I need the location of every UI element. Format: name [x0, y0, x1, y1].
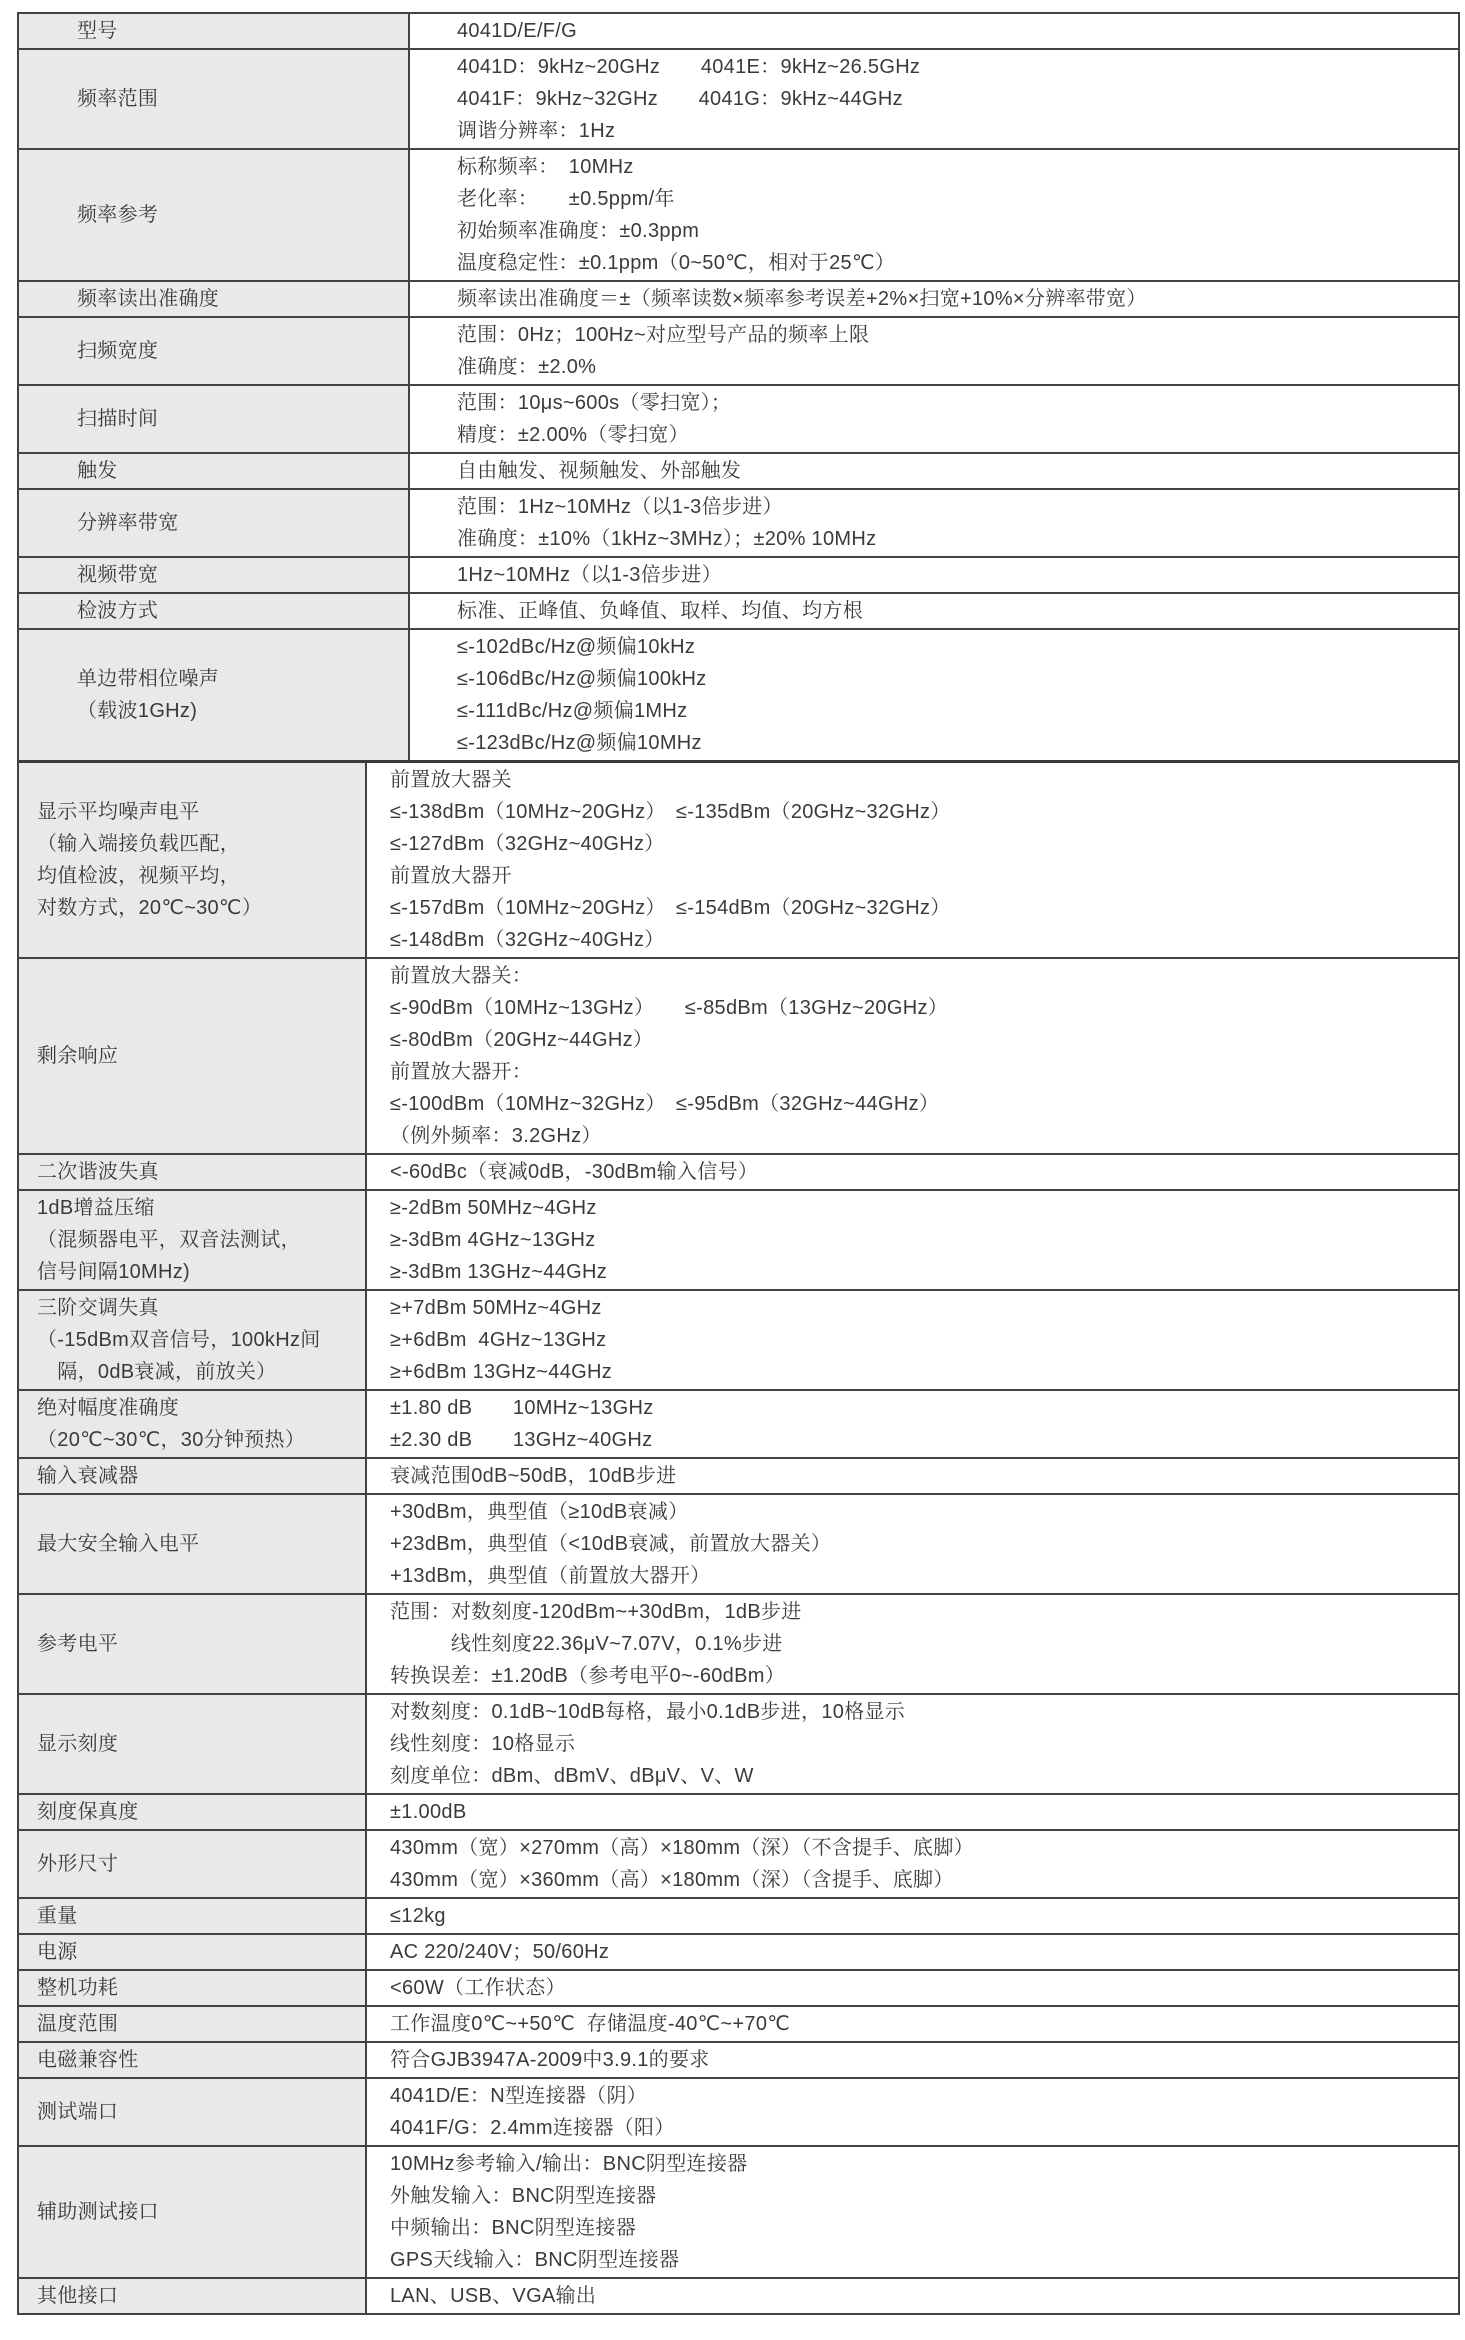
spec-label	[19, 2043, 367, 2077]
spec-value-line: 范围：对数刻度-120dBm~+30dBm，1dB步进	[390, 1601, 802, 1623]
spec-label-line: 参考电平	[37, 1633, 119, 1655]
spec-row	[19, 1593, 1458, 1693]
spec-row	[19, 1289, 1458, 1389]
spec-value-line: 前置放大器关：	[390, 965, 533, 987]
spec-value	[410, 630, 1458, 760]
spec-table	[17, 12, 1460, 2315]
spec-label-line: 其他接口	[37, 2285, 119, 2307]
spec-value-line: ±1.80 dB 10MHz~13GHz	[390, 1397, 654, 1419]
spec-label-line: 输入衰减器	[37, 1465, 139, 1487]
spec-label-line: 检波方式	[77, 600, 159, 622]
spec-value-line: 前置放大器关	[390, 769, 512, 791]
spec-value-line: 对数刻度：0.1dB~10dB每格，最小0.1dB步进，10格显示	[390, 1701, 906, 1723]
spec-value-line: 频率读出准确度＝±（频率读数×频率参考误差+2%×扫宽+10%×分辨率带宽）	[457, 288, 1147, 310]
spec-label-line: 频率参考	[77, 204, 159, 226]
spec-value-line: ≤-102dBc/Hz@频偏10kHz	[457, 636, 696, 658]
spec-label-line: 扫频宽度	[77, 340, 159, 362]
spec-value	[367, 1595, 1458, 1693]
spec-value	[367, 959, 1458, 1153]
spec-value-line: 精度：±2.00%（零扫宽）	[457, 424, 689, 446]
spec-label-line: 测试端口	[37, 2101, 119, 2123]
spec-value-line: 外触发输入：BNC阴型连接器	[390, 2185, 657, 2207]
spec-value	[367, 1695, 1458, 1793]
spec-value	[367, 1191, 1458, 1289]
spec-label	[19, 1391, 367, 1457]
spec-row	[19, 1933, 1458, 1969]
spec-label	[19, 454, 410, 488]
spec-label-line: 分辨率带宽	[77, 512, 179, 534]
spec-value-line: AC 220/240V；50/60Hz	[390, 1941, 610, 1963]
spec-value-line: 前置放大器开	[390, 865, 512, 887]
spec-value	[410, 150, 1458, 280]
spec-value-line: +30dBm，典型值（≥10dB衰减）	[390, 1501, 689, 1523]
spec-label	[19, 1595, 367, 1693]
spec-value-line: 标准、正峰值、负峰值、取样、均值、均方根	[457, 600, 863, 622]
spec-value	[410, 490, 1458, 556]
spec-value-line: ≥+7dBm 50MHz~4GHz	[390, 1297, 602, 1319]
spec-value	[410, 318, 1458, 384]
spec-value-line: 10MHz参考输入/输出：BNC阴型连接器	[390, 2153, 748, 2175]
spec-label-line: 显示刻度	[37, 1733, 119, 1755]
spec-value	[367, 1795, 1458, 1829]
spec-value-line: ≤12kg	[390, 1905, 446, 1927]
spec-label	[19, 318, 410, 384]
spec-row	[19, 2041, 1458, 2077]
spec-row	[19, 14, 1458, 48]
spec-label-line: 整机功耗	[37, 1977, 119, 1999]
spec-row	[19, 452, 1458, 488]
spec-label-line: 视频带宽	[77, 564, 159, 586]
spec-value	[367, 2043, 1458, 2077]
spec-row	[19, 592, 1458, 628]
spec-value-line: 符合GJB3947A-2009中3.9.1的要求	[390, 2049, 710, 2071]
spec-row	[19, 2277, 1458, 2313]
spec-row	[19, 1493, 1458, 1593]
spec-value-line: 老化率： ±0.5ppm/年	[457, 188, 675, 210]
spec-value-line: <60W（工作状态）	[390, 1977, 566, 1999]
spec-value-line: 430mm（宽）×270mm（高）×180mm（深）（不含提手、底脚）	[390, 1837, 974, 1859]
spec-label	[19, 150, 410, 280]
spec-value	[367, 1155, 1458, 1189]
spec-label-line: 二次谐波失真	[37, 1161, 159, 1183]
spec-row	[19, 628, 1458, 760]
spec-row	[19, 1793, 1458, 1829]
spec-value	[367, 1899, 1458, 1933]
spec-value-line: ≤-148dBm（32GHz~40GHz）	[390, 929, 665, 951]
spec-value-line: +13dBm，典型值（前置放大器开）	[390, 1565, 711, 1587]
spec-label-line: 绝对幅度准确度	[37, 1397, 180, 1419]
spec-value	[367, 1391, 1458, 1457]
spec-value-line: 刻度单位：dBm、dBmV、dBμV、V、W	[390, 1765, 754, 1787]
spec-value-line: 430mm（宽）×360mm（高）×180mm（深）（含提手、底脚）	[390, 1869, 954, 1891]
spec-label-line: 刻度保真度	[37, 1801, 139, 1823]
spec-label-line: （20℃~30℃，30分钟预热）	[37, 1429, 306, 1451]
spec-label-line: 型号	[77, 20, 118, 42]
spec-label	[19, 763, 367, 957]
spec-value-line: ≤-100dBm（10MHz~32GHz） ≤-95dBm（32GHz~44GHz）	[390, 1093, 940, 1115]
spec-label	[19, 1795, 367, 1829]
spec-row	[19, 384, 1458, 452]
spec-label-line: （混频器电平，双音法测试，	[37, 1229, 301, 1251]
spec-value	[410, 282, 1458, 316]
spec-value-line: 4041D/E：N型连接器（阴）	[390, 2085, 648, 2107]
spec-value-line: ≥-3dBm 13GHz~44GHz	[390, 1261, 608, 1283]
spec-row	[19, 1969, 1458, 2005]
spec-label-line: 信号间隔10MHz)	[37, 1261, 191, 1283]
spec-row	[19, 1693, 1458, 1793]
spec-row	[19, 1189, 1458, 1289]
spec-label	[19, 50, 410, 148]
spec-value-line: （例外频率：3.2GHz）	[390, 1125, 602, 1147]
spec-value	[367, 1459, 1458, 1493]
spec-value-line: 范围：10μs~600s（零扫宽）；	[457, 392, 732, 414]
spec-row	[19, 1897, 1458, 1933]
spec-label-line: 触发	[77, 460, 118, 482]
spec-value-line: 范围：1Hz~10MHz（以1-3倍步进）	[457, 496, 783, 518]
spec-label-line: 温度范围	[37, 2013, 119, 2035]
spec-value-line: ≥+6dBm 13GHz~44GHz	[390, 1361, 613, 1383]
spec-value-line: 转换误差：±1.20dB（参考电平0~-60dBm）	[390, 1665, 785, 1687]
spec-label	[19, 1899, 367, 1933]
spec-label	[19, 386, 410, 452]
spec-value	[367, 2007, 1458, 2041]
spec-value-line: 标称频率： 10MHz	[457, 156, 634, 178]
spec-value-line: LAN、USB、VGA输出	[390, 2285, 597, 2307]
spec-label	[19, 2007, 367, 2041]
spec-value-line: ±2.30 dB 13GHz~40GHz	[390, 1429, 653, 1451]
spec-value	[367, 763, 1458, 957]
spec-section-1	[19, 14, 1458, 760]
spec-row	[19, 316, 1458, 384]
spec-value-line: ≤-138dBm（10MHz~20GHz） ≤-135dBm（20GHz~32GHz）	[390, 801, 951, 823]
spec-label-line: 显示平均噪声电平	[37, 801, 200, 823]
spec-value-line: 温度稳定性：±0.1ppm（0~50℃，相对于25℃）	[457, 252, 896, 274]
spec-section-2	[19, 760, 1458, 2313]
spec-value-line: 4041F：9kHz~32GHz 4041G：9kHz~44GHz	[457, 88, 903, 110]
spec-value-line: 工作温度0℃~+50℃ 存储温度-40℃~+70℃	[390, 2013, 790, 2035]
spec-label	[19, 2279, 367, 2313]
spec-label-line: 三阶交调失真	[37, 1297, 159, 1319]
spec-label	[19, 1291, 367, 1389]
spec-value	[367, 1831, 1458, 1897]
spec-label	[19, 490, 410, 556]
spec-value-line: 线性刻度22.36μV~7.07V，0.1%步进	[390, 1633, 783, 1655]
spec-label	[19, 1191, 367, 1289]
spec-value-line: 1Hz~10MHz（以1-3倍步进）	[457, 564, 722, 586]
spec-value	[367, 1971, 1458, 2005]
spec-value	[410, 594, 1458, 628]
spec-label-line: （载波1GHz)	[77, 700, 198, 722]
spec-row	[19, 148, 1458, 280]
spec-value	[367, 2079, 1458, 2145]
spec-label	[19, 2079, 367, 2145]
spec-label-line: 频率范围	[77, 88, 159, 110]
spec-row	[19, 556, 1458, 592]
spec-label	[19, 2147, 367, 2277]
spec-label	[19, 1935, 367, 1969]
spec-label-line: 频率读出准确度	[77, 288, 220, 310]
spec-value-line: ≥-2dBm 50MHz~4GHz	[390, 1197, 597, 1219]
spec-value-line: ≤-123dBc/Hz@频偏10MHz	[457, 732, 702, 754]
spec-value	[367, 1935, 1458, 1969]
spec-value	[367, 1495, 1458, 1593]
spec-value-line: 调谐分辨率：1Hz	[457, 120, 616, 142]
spec-value-line: ≤-157dBm（10MHz~20GHz） ≤-154dBm（20GHz~32GHz）	[390, 897, 951, 919]
spec-value-line: 4041D：9kHz~20GHz 4041E：9kHz~26.5GHz	[457, 56, 921, 78]
spec-value	[367, 1291, 1458, 1389]
spec-value	[410, 386, 1458, 452]
spec-label-line: （输入端接负载匹配，	[37, 833, 240, 855]
spec-value-line: 准确度：±2.0%	[457, 356, 597, 378]
spec-value	[367, 2147, 1458, 2277]
spec-label	[19, 1459, 367, 1493]
spec-row	[19, 2145, 1458, 2277]
spec-row	[19, 48, 1458, 148]
spec-label-line: 剩余响应	[37, 1045, 119, 1067]
spec-label	[19, 594, 410, 628]
spec-row	[19, 760, 1458, 957]
spec-label-line: 隔，0dB衰减，前放关）	[37, 1361, 277, 1383]
spec-label	[19, 1831, 367, 1897]
spec-label	[19, 630, 410, 760]
spec-value-line: GPS天线输入：BNC阴型连接器	[390, 2249, 680, 2271]
spec-label-line: 均值检波，视频平均，	[37, 865, 240, 887]
spec-label	[19, 1695, 367, 1793]
spec-value	[410, 454, 1458, 488]
spec-row	[19, 280, 1458, 316]
spec-label	[19, 282, 410, 316]
spec-label-line: 重量	[37, 1905, 78, 1927]
spec-label-line: 扫描时间	[77, 408, 159, 430]
spec-value-line: ≤-127dBm（32GHz~40GHz）	[390, 833, 665, 855]
spec-label-line: 电源	[37, 1941, 78, 1963]
spec-value	[410, 14, 1458, 48]
spec-label-line: 辅助测试接口	[37, 2201, 159, 2223]
spec-row	[19, 1457, 1458, 1493]
spec-row	[19, 957, 1458, 1153]
spec-label-line: 对数方式，20℃~30℃）	[37, 897, 262, 919]
spec-value-line: 前置放大器开：	[390, 1061, 533, 1083]
spec-value	[410, 50, 1458, 148]
spec-label-line: 电磁兼容性	[37, 2049, 139, 2071]
spec-value-line: ≤-90dBm（10MHz~13GHz） ≤-85dBm（13GHz~20GHz）	[390, 997, 949, 1019]
spec-label	[19, 1971, 367, 2005]
spec-row	[19, 2077, 1458, 2145]
spec-value-line: +23dBm，典型值（<10dB衰减，前置放大器关）	[390, 1533, 832, 1555]
spec-label	[19, 1495, 367, 1593]
spec-value	[410, 558, 1458, 592]
spec-label	[19, 558, 410, 592]
spec-row	[19, 1389, 1458, 1457]
spec-label-line: 单边带相位噪声	[77, 668, 220, 690]
spec-row	[19, 488, 1458, 556]
spec-value-line: 衰减范围0dB~50dB，10dB步进	[390, 1465, 677, 1487]
spec-label-line: 外形尺寸	[37, 1853, 119, 1875]
spec-row	[19, 1153, 1458, 1189]
spec-value-line: 准确度：±10%（1kHz~3MHz）；±20% 10MHz	[457, 528, 877, 550]
spec-value-line: 初始频率准确度：±0.3ppm	[457, 220, 700, 242]
spec-label-line: 最大安全输入电平	[37, 1533, 200, 1555]
spec-value-line: 线性刻度：10格显示	[390, 1733, 576, 1755]
spec-value	[367, 2279, 1458, 2313]
spec-label-line: 1dB增益压缩	[37, 1197, 155, 1219]
spec-value-line: 范围：0Hz；100Hz~对应型号产品的频率上限	[457, 324, 870, 346]
spec-value-line: 4041F/G：2.4mm连接器（阳）	[390, 2117, 675, 2139]
spec-value-line: ≤-106dBc/Hz@频偏100kHz	[457, 668, 707, 690]
spec-value-line: 中频输出：BNC阴型连接器	[390, 2217, 637, 2239]
spec-row	[19, 2005, 1458, 2041]
spec-label	[19, 959, 367, 1153]
spec-label-line: （-15dBm双音信号，100kHz间	[37, 1329, 321, 1351]
spec-value-line: ≥+6dBm 4GHz~13GHz	[390, 1329, 607, 1351]
spec-value-line: 自由触发、视频触发、外部触发	[457, 460, 742, 482]
spec-value-line: ≤-80dBm（20GHz~44GHz）	[390, 1029, 654, 1051]
spec-value-line: 4041D/E/F/G	[457, 20, 578, 42]
spec-value-line: ±1.00dB	[390, 1801, 467, 1823]
spec-value-line: ≥-3dBm 4GHz~13GHz	[390, 1229, 596, 1251]
spec-row	[19, 1829, 1458, 1897]
spec-label	[19, 14, 410, 48]
spec-value-line: <-60dBc（衰减0dB，-30dBm输入信号）	[390, 1161, 759, 1183]
spec-label	[19, 1155, 367, 1189]
spec-value-line: ≤-111dBc/Hz@频偏1MHz	[457, 700, 688, 722]
